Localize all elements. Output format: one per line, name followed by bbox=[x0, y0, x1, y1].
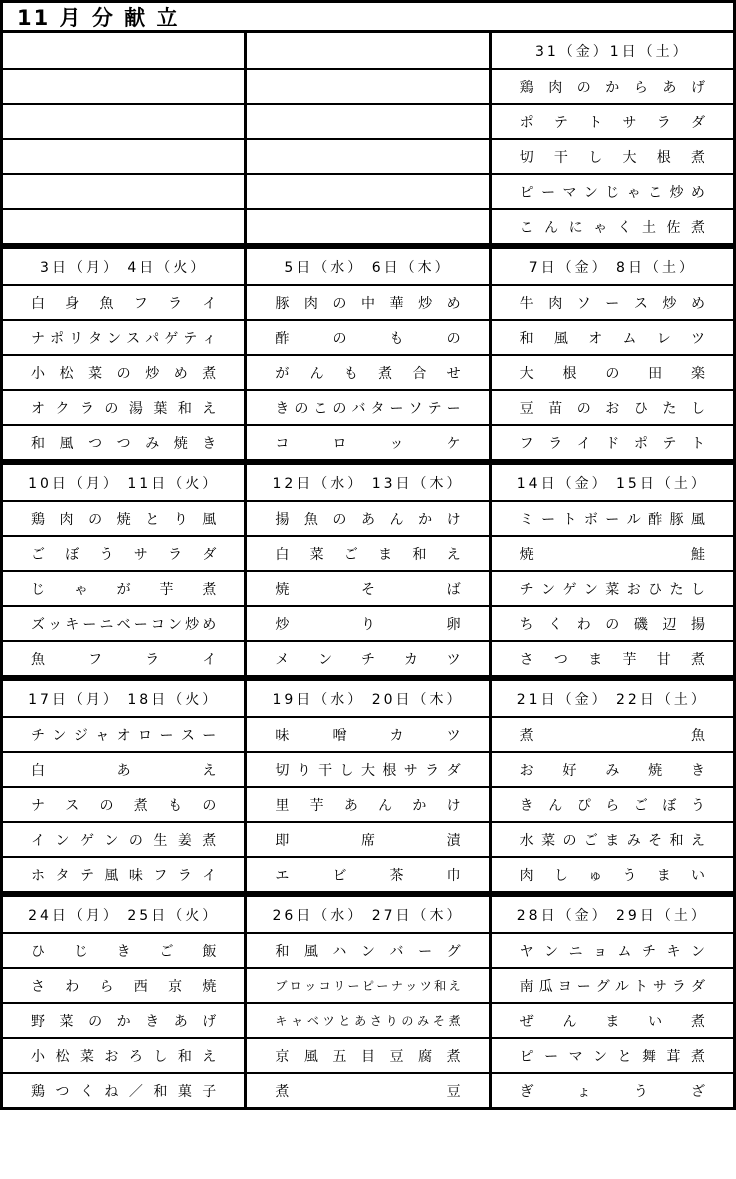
menu-item-cell: が ん も 煮 合 せ bbox=[244, 356, 488, 389]
date-header-cell: 31（金）1日（土） bbox=[489, 33, 733, 68]
menu-item-cell: コ ロ ッ ケ bbox=[244, 426, 488, 459]
date-header-cell: 21日（金） 22日（土） bbox=[489, 681, 733, 716]
menu-item-cell: 魚 フ ラ イ bbox=[31, 651, 217, 668]
menu-item-cell bbox=[3, 140, 244, 173]
menu-item-cell: エ ビ 茶 巾 bbox=[244, 858, 488, 891]
date-header-row bbox=[3, 33, 733, 68]
menu-row bbox=[3, 284, 733, 319]
menu-item-cell: き ん ぴ ら ご ぼ う bbox=[489, 788, 733, 821]
menu-row bbox=[3, 68, 733, 103]
menu-item-cell: ご ぼ う サ ラ ダ bbox=[31, 546, 217, 563]
week-block bbox=[3, 33, 733, 243]
date-header-cell: 14日（金） 15日（土） bbox=[489, 465, 733, 500]
date-header-cell: 12日（水） 13日（木） bbox=[244, 465, 488, 500]
menu-item-cell bbox=[3, 105, 244, 138]
menu-item-cell: チ ン ジ ャ オ ロ ー ス ー bbox=[31, 727, 217, 744]
menu-item-cell: 煮 豆 bbox=[244, 1074, 488, 1107]
week-block bbox=[3, 897, 733, 1107]
menu-item-cell: こ ん に ゃ く 土 佐 煮 bbox=[489, 210, 733, 243]
menu-row bbox=[3, 1037, 733, 1072]
menu-item-cell bbox=[244, 105, 488, 138]
menu-item-cell: ミ ー ト ボ ー ル 酢 豚 風 bbox=[489, 502, 733, 535]
menu-item-cell: キ ャ ベ ツ と あ さ り の み そ 煮 bbox=[244, 1004, 488, 1037]
menu-item-cell: フ ラ イ ド ポ テ ト bbox=[489, 426, 733, 459]
menu-item-cell: ズ ッ キ ー ニ ベ ー コ ン 炒 め bbox=[31, 616, 217, 633]
menu-item-cell: 小 松 菜 の 炒 め 煮 bbox=[31, 365, 217, 382]
menu-item-cell: オ ク ラ の 湯 葉 和 え bbox=[31, 400, 217, 417]
menu-item-cell: 煮 魚 bbox=[489, 718, 733, 751]
week-block bbox=[3, 681, 733, 891]
menu-item-cell: 和 風 ハ ン バ ー グ bbox=[244, 934, 488, 967]
menu-row bbox=[3, 535, 733, 570]
menu-row bbox=[3, 605, 733, 640]
menu-item-cell: じ ゃ が 芋 煮 bbox=[31, 581, 217, 598]
menu-item-cell: 里 芋 あ ん か け bbox=[244, 788, 488, 821]
menu-item-cell: 鶏 つ く ね ／ 和 菓 子 bbox=[31, 1083, 217, 1100]
menu-row bbox=[3, 1072, 733, 1107]
menu-item-cell: 豆 苗 の お ひ た し bbox=[489, 391, 733, 424]
date-header-row bbox=[3, 681, 733, 716]
menu-row bbox=[3, 389, 733, 424]
menu-item-cell bbox=[3, 175, 244, 208]
week-block bbox=[3, 249, 733, 459]
date-header-cell: 10日（月） 11日（火） bbox=[28, 475, 220, 492]
week-block bbox=[3, 465, 733, 675]
menu-row bbox=[3, 173, 733, 208]
menu-item-cell: 白 菜 ご ま 和 え bbox=[244, 537, 488, 570]
menu-row bbox=[3, 138, 733, 173]
menu-item-cell: 鶏 肉 の 焼 と り 風 bbox=[31, 511, 217, 528]
date-header-cell: 17日（月） 18日（火） bbox=[28, 691, 220, 708]
menu-row bbox=[3, 1002, 733, 1037]
menu-item-cell: さ わ ら 西 京 焼 bbox=[31, 978, 217, 995]
menu-item-cell: 鶏 肉 の か ら あ げ bbox=[489, 70, 733, 103]
date-header-cell: 7日（金） 8日（土） bbox=[489, 249, 733, 284]
menu-item-cell: 切 干 し 大 根 煮 bbox=[489, 140, 733, 173]
menu-item-cell: 味 噌 カ ツ bbox=[244, 718, 488, 751]
date-header-cell: 28日（金） 29日（土） bbox=[489, 897, 733, 932]
menu-item-cell: メ ン チ カ ツ bbox=[244, 642, 488, 675]
menu-item-cell: 牛 肉 ソ ー ス 炒 め bbox=[489, 286, 733, 319]
menu-row bbox=[3, 500, 733, 535]
menu-item-cell: ナ ス の 煮 も の bbox=[31, 797, 217, 814]
menu-item-cell: ピ ー マ ン じ ゃ こ 炒 め bbox=[489, 175, 733, 208]
menu-item-cell: 水 菜 の ご ま み そ 和 え bbox=[489, 823, 733, 856]
menu-item-cell: ピ ー マ ン と 舞 茸 煮 bbox=[489, 1039, 733, 1072]
menu-item-cell: ホ タ テ 風 味 フ ラ イ bbox=[31, 867, 217, 884]
menu-item-cell: 和 風 つ つ み 焼 き bbox=[31, 435, 217, 452]
date-header-row bbox=[3, 249, 733, 284]
menu-item-cell: ぜ ん ま い 煮 bbox=[489, 1004, 733, 1037]
menu-row bbox=[3, 967, 733, 1002]
menu-item-cell: 京 風 五 目 豆 腐 煮 bbox=[244, 1039, 488, 1072]
menu-item-cell: 揚 魚 の あ ん か け bbox=[244, 502, 488, 535]
menu-item-cell: 和 風 オ ム レ ツ bbox=[489, 321, 733, 354]
menu-row bbox=[3, 424, 733, 459]
menu-item-cell: さ つ ま 芋 甘 煮 bbox=[489, 642, 733, 675]
menu-row bbox=[3, 751, 733, 786]
menu-item-cell: 焼 そ ば bbox=[244, 572, 488, 605]
menu-row bbox=[3, 319, 733, 354]
date-header-cell bbox=[244, 33, 488, 68]
date-header-cell bbox=[3, 33, 244, 68]
menu-item-cell bbox=[3, 70, 244, 103]
date-header-row bbox=[3, 897, 733, 932]
menu-item-cell: ち く わ の 磯 辺 揚 bbox=[489, 607, 733, 640]
menu-item-cell: ヤ ン ニ ョ ム チ キ ン bbox=[489, 934, 733, 967]
date-header-cell: 26日（水） 27日（木） bbox=[244, 897, 488, 932]
menu-row bbox=[3, 103, 733, 138]
page-title: 11 月 分 献 立 bbox=[3, 3, 733, 33]
menu-row bbox=[3, 932, 733, 967]
menu-item-cell: 即 席 漬 bbox=[244, 823, 488, 856]
menu-item-cell: 大 根 の 田 楽 bbox=[489, 356, 733, 389]
menu-item-cell: ひ じ き ご 飯 bbox=[31, 943, 217, 960]
menu-row bbox=[3, 856, 733, 891]
menu-row bbox=[3, 640, 733, 675]
menu-item-cell: 野 菜 の か き あ げ bbox=[31, 1013, 217, 1030]
menu-item-cell bbox=[3, 210, 244, 243]
menu-item-cell: 肉 し ゅ う ま い bbox=[489, 858, 733, 891]
menu-item-cell: ブ ロ ッ コ リ ー ピ ー ナ ッ ツ 和 え bbox=[244, 969, 488, 1002]
date-header-cell: 3日（月） 4日（火） bbox=[40, 259, 208, 276]
menu-item-cell: 切 り 干 し 大 根 サ ラ ダ bbox=[244, 753, 488, 786]
menu-item-cell bbox=[244, 70, 488, 103]
menu-item-cell bbox=[244, 210, 488, 243]
menu-item-cell: ポ テ ト サ ラ ダ bbox=[489, 105, 733, 138]
date-header-row bbox=[3, 465, 733, 500]
menu-item-cell bbox=[244, 140, 488, 173]
date-header-cell: 5日（水） 6日（木） bbox=[244, 249, 488, 284]
menu-item-cell: 白 あ え bbox=[31, 762, 217, 779]
menu-item-cell: イ ン ゲ ン の 生 姜 煮 bbox=[31, 832, 217, 849]
menu-row bbox=[3, 786, 733, 821]
menu-item-cell: 南 瓜 ヨ ー グ ル ト サ ラ ダ bbox=[489, 969, 733, 1002]
menu-row bbox=[3, 354, 733, 389]
menu-item-cell: 酢 の も の bbox=[244, 321, 488, 354]
menu-row bbox=[3, 716, 733, 751]
menu-item-cell: ぎ ょ う ざ bbox=[489, 1074, 733, 1107]
menu-item-cell: お 好 み 焼 き bbox=[489, 753, 733, 786]
menu-item-cell: き の こ の バ タ ー ソ テ ー bbox=[244, 391, 488, 424]
menu-item-cell: 小 松 菜 お ろ し 和 え bbox=[31, 1048, 217, 1065]
menu-item-cell: ナ ポ リ タ ン ス パ ゲ テ ィ bbox=[31, 330, 217, 347]
menu-item-cell: 炒 り 卵 bbox=[244, 607, 488, 640]
menu-row bbox=[3, 570, 733, 605]
date-header-cell: 24日（月） 25日（火） bbox=[28, 907, 220, 924]
menu-item-cell bbox=[244, 175, 488, 208]
date-header-cell: 19日（水） 20日（木） bbox=[244, 681, 488, 716]
menu-item-cell: 白 身 魚 フ ラ イ bbox=[31, 295, 217, 312]
menu-row bbox=[3, 821, 733, 856]
menu-item-cell: チ ン ゲ ン 菜 お ひ た し bbox=[489, 572, 733, 605]
menu-row bbox=[3, 208, 733, 243]
menu-item-cell: 焼 鮭 bbox=[489, 537, 733, 570]
menu-item-cell: 豚 肉 の 中 華 炒 め bbox=[244, 286, 488, 319]
